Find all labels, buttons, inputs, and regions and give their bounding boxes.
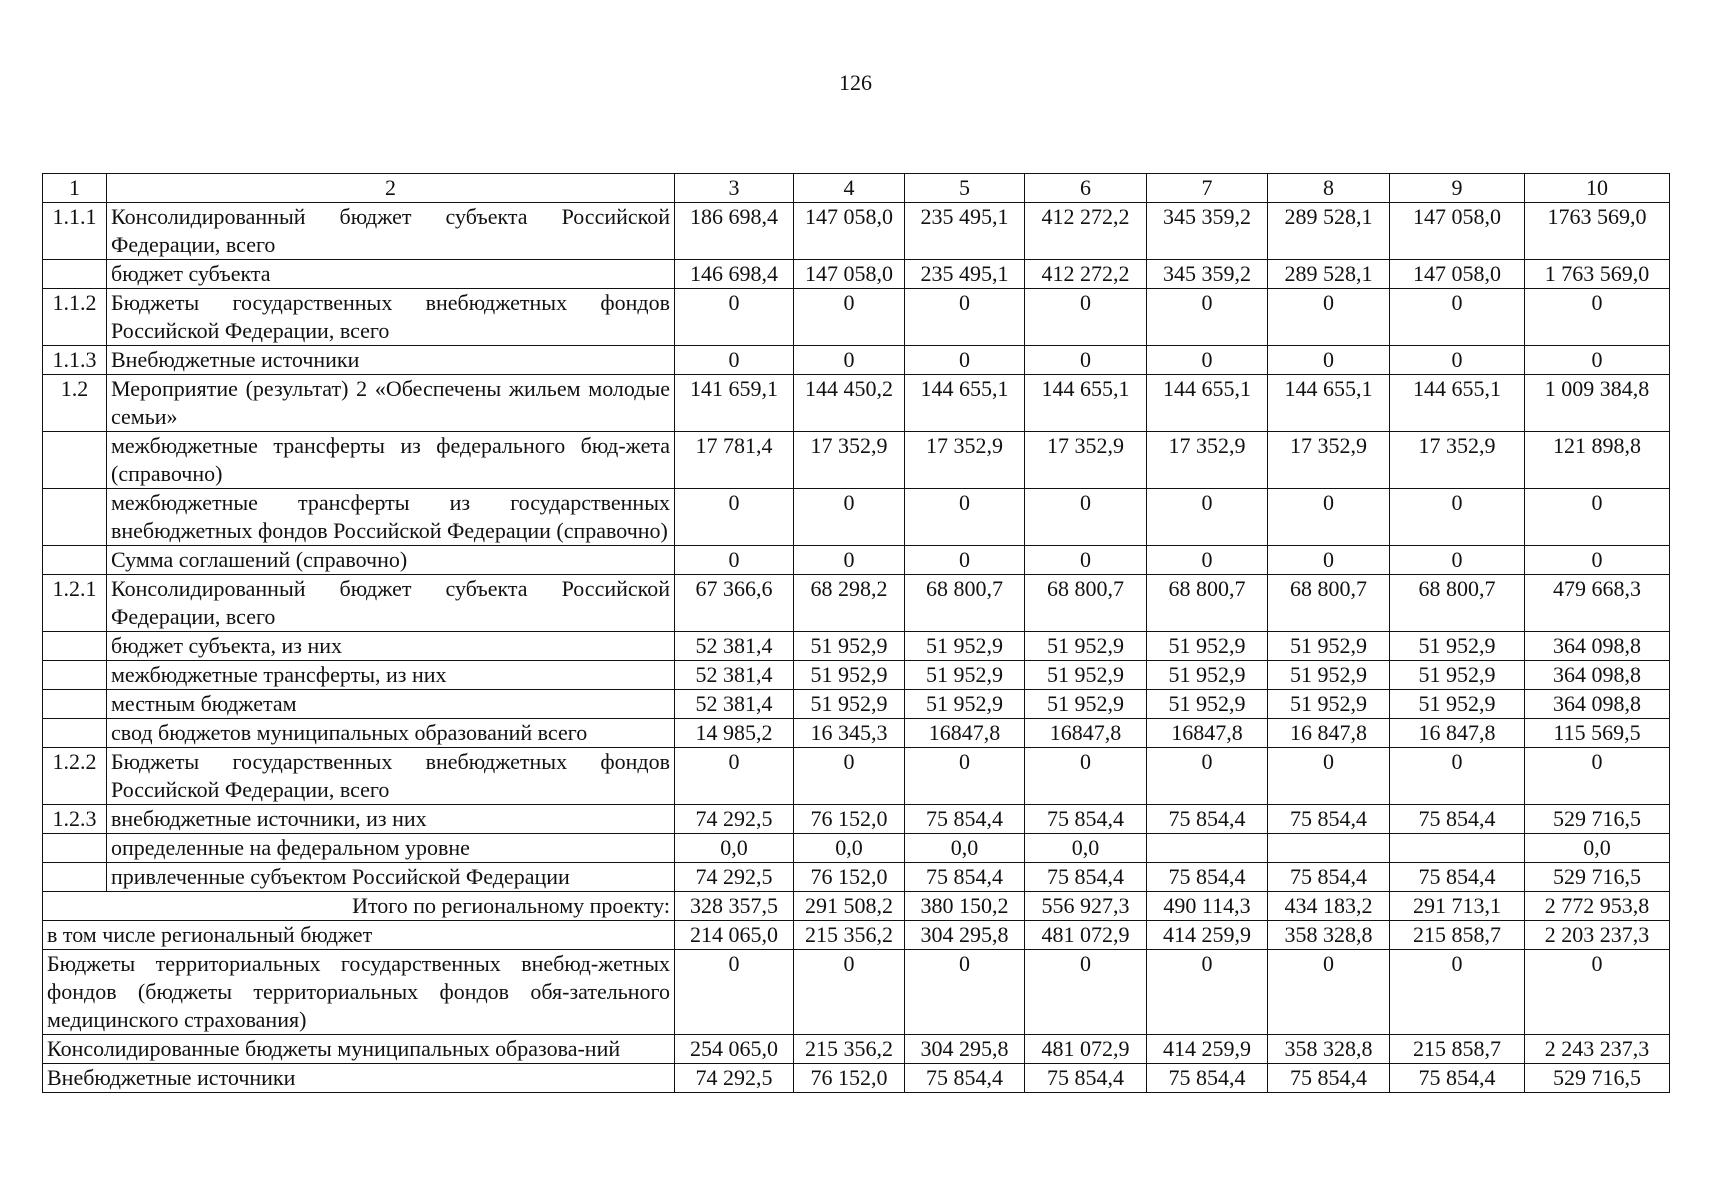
value-cell: 304 295,8 [905,921,1025,950]
value-cell: 0 [794,950,905,1035]
value-cell: 17 352,9 [1390,432,1525,489]
row-code [43,834,107,863]
table-row [43,489,1670,546]
value-cell: 75 854,4 [1268,805,1390,834]
row-label: Сумма соглашений (справочно) [107,546,675,575]
value-cell: 0 [1147,748,1268,805]
row-code [43,661,107,690]
value-cell: 144 655,1 [1268,375,1390,432]
header-cell: 2 [107,174,675,203]
value-cell: 51 952,9 [1390,690,1525,719]
row-code [43,632,107,661]
value-cell: 75 854,4 [1268,1064,1390,1093]
value-cell: 51 952,9 [905,632,1025,661]
value-cell: 75 854,4 [905,863,1025,892]
value-cell: 74 292,5 [675,1064,794,1093]
value-cell: 490 114,3 [1147,892,1268,921]
table-row [43,863,1670,892]
value-cell: 345 359,2 [1147,203,1268,260]
value-cell: 215 858,7 [1390,1035,1525,1064]
summary-label: Бюджеты территориальных государственных внебюд-жетных фондов (бюджеты территориальных фондов обя-зательного медицинского страхования) [43,950,675,1035]
value-cell: 0 [1268,489,1390,546]
value-cell: 17 352,9 [1268,432,1390,489]
row-code [43,260,107,289]
table-row [43,805,1670,834]
value-cell: 0 [1025,346,1147,375]
value-cell: 144 655,1 [905,375,1025,432]
value-cell: 16847,8 [1025,719,1147,748]
row-code: 1.2.1 [43,575,107,632]
value-cell: 412 272,2 [1025,260,1147,289]
value-cell: 76 152,0 [794,863,905,892]
value-cell: 0 [1390,546,1525,575]
value-cell: 0 [905,289,1025,346]
summary-row [43,921,1670,950]
value-cell: 75 854,4 [1390,1064,1525,1093]
value-cell: 51 952,9 [1025,690,1147,719]
summary-label: в том числе региональный бюджет [43,921,675,950]
row-label: определенные на федеральном уровне [107,834,675,863]
value-cell: 51 952,9 [1268,690,1390,719]
table-row [43,260,1670,289]
value-cell: 0 [905,950,1025,1035]
table-row [43,203,1670,260]
value-cell: 0 [1390,950,1525,1035]
value-cell: 17 352,9 [1147,432,1268,489]
value-cell: 0 [794,546,905,575]
value-cell: 17 781,4 [675,432,794,489]
value-cell: 68 800,7 [1147,575,1268,632]
value-cell: 0 [1268,748,1390,805]
value-cell: 0 [675,950,794,1035]
value-cell: 414 259,9 [1147,1035,1268,1064]
value-cell: 0 [1147,289,1268,346]
value-cell: 51 952,9 [794,661,905,690]
value-cell: 364 098,8 [1525,661,1670,690]
value-cell: 16847,8 [905,719,1025,748]
value-cell: 68 800,7 [905,575,1025,632]
value-cell: 289 528,1 [1268,260,1390,289]
value-cell: 0 [794,346,905,375]
value-cell: 51 952,9 [1268,661,1390,690]
value-cell: 51 952,9 [1025,632,1147,661]
table-row [43,632,1670,661]
row-code [43,546,107,575]
value-cell: 147 058,0 [1390,260,1525,289]
value-cell: 52 381,4 [675,661,794,690]
value-cell: 0 [1025,950,1147,1035]
row-code [43,863,107,892]
summary-row [43,950,1670,1035]
value-cell: 0 [1147,950,1268,1035]
value-cell: 0 [1525,489,1670,546]
value-cell: 144 450,2 [794,375,905,432]
row-code: 1.1.1 [43,203,107,260]
value-cell: 75 854,4 [1390,805,1525,834]
row-label: местным бюджетам [107,690,675,719]
value-cell: 481 072,9 [1025,1035,1147,1064]
table-row [43,546,1670,575]
value-cell: 2 203 237,3 [1525,921,1670,950]
value-cell: 67 366,6 [675,575,794,632]
value-cell: 291 713,1 [1390,892,1525,921]
value-cell: 434 183,2 [1268,892,1390,921]
value-cell: 380 150,2 [905,892,1025,921]
value-cell: 51 952,9 [1147,632,1268,661]
row-label: бюджет субъекта, из них [107,632,675,661]
value-cell [1390,834,1525,863]
row-code: 1.1.2 [43,289,107,346]
value-cell: 479 668,3 [1525,575,1670,632]
table-row [43,719,1670,748]
summary-label: Консолидированные бюджеты муниципальных образова-ний [43,1035,675,1064]
value-cell: 1 009 384,8 [1525,375,1670,432]
summary-label: Итого по региональному проекту: [43,892,675,921]
row-code [43,489,107,546]
table-row [43,834,1670,863]
row-label: межбюджетные трансферты из федерального бюд-жета (справочно) [107,432,675,489]
value-cell: 141 659,1 [675,375,794,432]
value-cell: 0 [905,748,1025,805]
value-cell: 0 [1147,546,1268,575]
value-cell: 0 [794,748,905,805]
value-cell: 0 [1025,546,1147,575]
value-cell: 144 655,1 [1025,375,1147,432]
value-cell: 0 [675,346,794,375]
value-cell: 51 952,9 [1147,661,1268,690]
value-cell: 0 [1525,346,1670,375]
value-cell: 0,0 [675,834,794,863]
value-cell: 14 985,2 [675,719,794,748]
header-cell: 7 [1147,174,1268,203]
value-cell: 68 800,7 [1268,575,1390,632]
row-label: Внебюджетные источники [107,346,675,375]
table-row [43,375,1670,432]
row-label: привлеченные субъектом Российской Федерации [107,863,675,892]
value-cell: 358 328,8 [1268,921,1390,950]
row-label: бюджет субъекта [107,260,675,289]
value-cell: 0,0 [905,834,1025,863]
value-cell: 0 [1025,489,1147,546]
value-cell: 0 [1390,289,1525,346]
value-cell: 17 352,9 [905,432,1025,489]
value-cell [1268,834,1390,863]
row-label: Консолидированный бюджет субъекта Российской Федерации, всего [107,203,675,260]
value-cell: 364 098,8 [1525,632,1670,661]
value-cell: 75 854,4 [1025,805,1147,834]
value-cell: 0 [905,546,1025,575]
table-row [43,432,1670,489]
value-cell: 74 292,5 [675,863,794,892]
value-cell: 51 952,9 [794,690,905,719]
header-cell: 1 [43,174,107,203]
row-label: межбюджетные трансферты из государственных внебюджетных фондов Российской Федерации (справочно) [107,489,675,546]
value-cell: 0 [1390,748,1525,805]
value-cell: 68 800,7 [1390,575,1525,632]
header-row [43,174,1670,203]
value-cell: 51 952,9 [905,690,1025,719]
value-cell: 364 098,8 [1525,690,1670,719]
value-cell: 146 698,4 [675,260,794,289]
value-cell: 291 508,2 [794,892,905,921]
value-cell: 215 356,2 [794,1035,905,1064]
value-cell: 328 357,5 [675,892,794,921]
value-cell: 0 [1268,546,1390,575]
value-cell: 235 495,1 [905,203,1025,260]
row-code: 1.2.3 [43,805,107,834]
value-cell: 0 [794,289,905,346]
value-cell: 0 [1147,489,1268,546]
summary-row [43,1035,1670,1064]
value-cell: 304 295,8 [905,1035,1025,1064]
value-cell: 17 352,9 [1025,432,1147,489]
value-cell: 0 [1390,346,1525,375]
row-label: свод бюджетов муниципальных образований всего [107,719,675,748]
value-cell: 2 772 953,8 [1525,892,1670,921]
header-cell: 4 [794,174,905,203]
value-cell: 0 [1025,289,1147,346]
summary-row [43,892,1670,921]
value-cell: 76 152,0 [794,805,905,834]
value-cell: 289 528,1 [1268,203,1390,260]
value-cell: 556 927,3 [1025,892,1147,921]
budget-table [42,173,1670,1093]
value-cell: 76 152,0 [794,1064,905,1093]
header-cell: 6 [1025,174,1147,203]
value-cell: 1763 569,0 [1525,203,1670,260]
value-cell: 0 [1390,489,1525,546]
value-cell: 0 [794,489,905,546]
value-cell: 16 847,8 [1390,719,1525,748]
value-cell: 529 716,5 [1525,1064,1670,1093]
value-cell: 75 854,4 [1147,1064,1268,1093]
value-cell: 52 381,4 [675,632,794,661]
value-cell: 17 352,9 [794,432,905,489]
header-cell: 9 [1390,174,1525,203]
value-cell: 215 356,2 [794,921,905,950]
table-row [43,575,1670,632]
value-cell: 147 058,0 [794,260,905,289]
value-cell: 186 698,4 [675,203,794,260]
value-cell: 0 [1525,748,1670,805]
value-cell: 529 716,5 [1525,805,1670,834]
row-code [43,719,107,748]
value-cell: 16 847,8 [1268,719,1390,748]
value-cell: 68 800,7 [1025,575,1147,632]
row-code: 1.1.3 [43,346,107,375]
row-label: межбюджетные трансферты, из них [107,661,675,690]
value-cell: 215 858,7 [1390,921,1525,950]
value-cell: 0,0 [1025,834,1147,863]
summary-row [43,1064,1670,1093]
value-cell: 2 243 237,3 [1525,1035,1670,1064]
value-cell: 0 [1268,346,1390,375]
row-code: 1.2 [43,375,107,432]
value-cell: 345 359,2 [1147,260,1268,289]
value-cell: 51 952,9 [1390,632,1525,661]
summary-label: Внебюджетные источники [43,1064,675,1093]
value-cell: 529 716,5 [1525,863,1670,892]
value-cell: 0 [1025,748,1147,805]
table-row [43,661,1670,690]
header-cell: 3 [675,174,794,203]
value-cell: 115 569,5 [1525,719,1670,748]
value-cell: 0 [675,748,794,805]
value-cell: 0 [1525,950,1670,1035]
value-cell: 147 058,0 [1390,203,1525,260]
row-label: Мероприятие (результат) 2 «Обеспечены жильем молодые семьи» [107,375,675,432]
value-cell: 75 854,4 [1025,863,1147,892]
page-number: 126 [839,70,872,95]
table-row [43,690,1670,719]
row-label: Консолидированный бюджет субъекта Российской Федерации, всего [107,575,675,632]
value-cell: 16847,8 [1147,719,1268,748]
value-cell: 0 [1147,346,1268,375]
value-cell: 75 854,4 [905,1064,1025,1093]
header-cell: 8 [1268,174,1390,203]
value-cell: 51 952,9 [1025,661,1147,690]
row-label: Бюджеты государственных внебюджетных фондов Российской Федерации, всего [107,289,675,346]
value-cell: 147 058,0 [794,203,905,260]
row-label: внебюджетные источники, из них [107,805,675,834]
value-cell: 254 065,0 [675,1035,794,1064]
value-cell: 214 065,0 [675,921,794,950]
row-code: 1.2.2 [43,748,107,805]
value-cell: 51 952,9 [1147,690,1268,719]
row-code [43,690,107,719]
value-cell: 52 381,4 [675,690,794,719]
value-cell: 16 345,3 [794,719,905,748]
value-cell: 358 328,8 [1268,1035,1390,1064]
value-cell: 68 298,2 [794,575,905,632]
value-cell: 75 854,4 [1147,863,1268,892]
value-cell: 75 854,4 [1268,863,1390,892]
value-cell: 51 952,9 [905,661,1025,690]
value-cell: 0 [905,489,1025,546]
table-row [43,289,1670,346]
value-cell: 75 854,4 [1147,805,1268,834]
value-cell [1147,834,1268,863]
row-code [43,432,107,489]
value-cell: 0 [675,289,794,346]
value-cell: 412 272,2 [1025,203,1147,260]
value-cell: 0 [675,489,794,546]
header-cell: 10 [1525,174,1670,203]
value-cell: 0 [1525,289,1670,346]
table-row [43,748,1670,805]
value-cell: 144 655,1 [1390,375,1525,432]
value-cell: 51 952,9 [1268,632,1390,661]
value-cell: 75 854,4 [1025,1064,1147,1093]
value-cell: 0,0 [1525,834,1670,863]
value-cell: 121 898,8 [1525,432,1670,489]
row-label: Бюджеты государственных внебюджетных фондов Российской Федерации, всего [107,748,675,805]
value-cell: 0,0 [794,834,905,863]
value-cell: 74 292,5 [675,805,794,834]
value-cell: 75 854,4 [1390,863,1525,892]
table-row [43,346,1670,375]
value-cell: 0 [1268,289,1390,346]
value-cell: 414 259,9 [1147,921,1268,950]
value-cell: 1 763 569,0 [1525,260,1670,289]
value-cell: 0 [905,346,1025,375]
value-cell: 51 952,9 [794,632,905,661]
value-cell: 51 952,9 [1390,661,1525,690]
value-cell: 235 495,1 [905,260,1025,289]
value-cell: 0 [1268,950,1390,1035]
value-cell: 75 854,4 [905,805,1025,834]
header-cell: 5 [905,174,1025,203]
value-cell: 481 072,9 [1025,921,1147,950]
value-cell: 0 [675,546,794,575]
value-cell: 0 [1525,546,1670,575]
value-cell: 144 655,1 [1147,375,1268,432]
